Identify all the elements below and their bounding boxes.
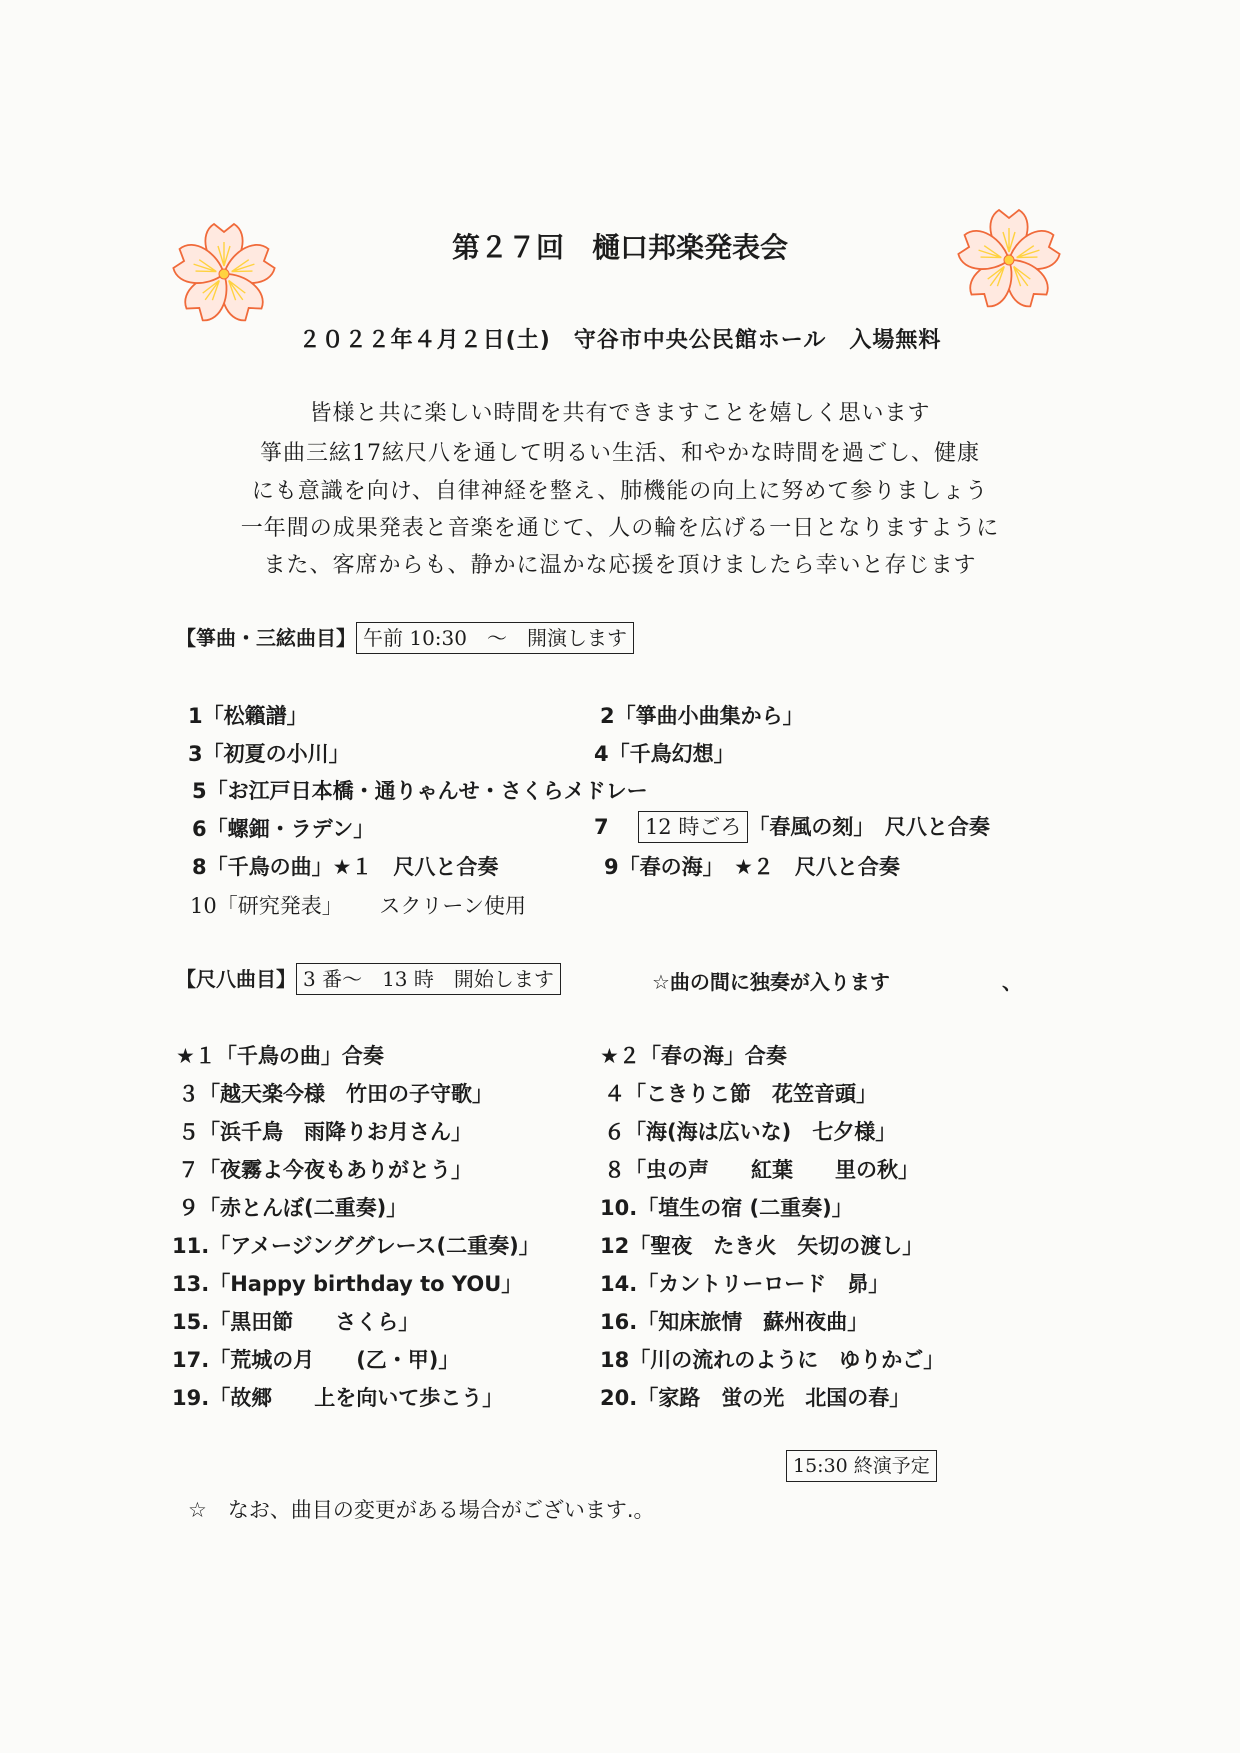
shakuhachi-item-right-1: ★２「春の海」合奏 (600, 1044, 787, 1068)
koto-section-heading (176, 622, 634, 654)
shakuhachi-item-left-9: 17.「荒城の月 (乙・甲)」 (172, 1348, 460, 1372)
shakuhachi-section-heading (176, 963, 561, 995)
shakuhachi-item-left-2: ３「越天楽今様 竹田の子守歌」 (178, 1082, 493, 1106)
shakuhachi-item-right-6: 12「聖夜 たき火 矢切の渡し」 (600, 1234, 924, 1258)
shakuhachi-item-right-3: ６「海(海は広いな) 七夕様」 (604, 1120, 897, 1144)
shakuhachi-item-left-5: ９「赤とんぼ(二重奏)」 (178, 1196, 408, 1220)
shakuhachi-item-left-1: ★１「千鳥の曲」合奏 (176, 1044, 384, 1068)
solo-note: ☆曲の間に独奏が入ります (652, 970, 890, 994)
koto-start-time-box: 午前 10:30 ～ 開演します (356, 622, 634, 654)
koto-item-4: 4「千鳥幻想」 (594, 742, 735, 766)
koto-item-10 (190, 890, 526, 920)
koto-item-2: 2「箏曲小曲集から」 (600, 704, 804, 728)
shakuhachi-start-time-box: 3 番～ 13 時 開始します (296, 963, 561, 995)
shakuhachi-item-right-2: ４「こきりこ節 花笠音頭」 (604, 1082, 877, 1106)
end-time-box (786, 1450, 937, 1482)
koto-item-5: 5「お江戸日本橋・通りゃんせ・さくらメドレー (192, 779, 648, 803)
koto-item-10-title: 10「研究発表」 (190, 894, 343, 918)
koto-heading-label: 【箏曲・三絃曲目】 (176, 626, 356, 650)
koto-item-7-time-box: 12 時ごろ (638, 811, 748, 843)
koto-item-3: 3「初夏の小川」 (188, 742, 350, 766)
shakuhachi-item-left-3: ５「浜千鳥 雨降りお月さん」 (178, 1120, 472, 1144)
greeting-line-1: 皆様と共に楽しい時間を共有できますことを嬉しく思います (309, 401, 931, 426)
shakuhachi-item-left-10: 19.「故郷 上を向いて歩こう」 (172, 1386, 504, 1410)
koto-item-10-note: スクリーン使用 (379, 894, 527, 918)
sakura-center (219, 269, 229, 279)
shakuhachi-heading-label: 【尺八曲目】 (176, 967, 296, 991)
page-title: 第２７回 樋口邦楽発表会 (451, 231, 788, 264)
koto-item-7 (594, 811, 990, 843)
stray-mark: 、 (1002, 970, 1022, 994)
shakuhachi-item-left-8: 15.「黒田節 さくら」 (172, 1310, 420, 1334)
shakuhachi-item-right-9: 18「川の流れのように ゆりかご」 (600, 1348, 945, 1372)
greeting-line-3: にも意識を向け、自律神経を整え、肺機能の向上に努めて参りましょう (251, 479, 989, 504)
shakuhachi-item-right-4: ８「虫の声 紅葉 里の秋」 (604, 1158, 919, 1182)
footer-note: ☆ なお、曲目の変更がある場合がございます.。 (188, 1498, 655, 1522)
shakuhachi-item-right-7: 14.「カントリーロード 昴」 (600, 1272, 890, 1296)
greeting-line-2: 箏曲三絃17絃尺八を通して明るい生活、和やかな時間を過ごし、健康 (260, 441, 980, 466)
shakuhachi-item-right-8: 16.「知床旅情 蘇州夜曲」 (600, 1310, 869, 1334)
koto-item-7-title: 「春風の刻」 尺八と合奏 (748, 815, 990, 839)
greeting-line-4: 一年間の成果発表と音楽を通じて、人の輪を広げる一日となりますように (240, 516, 1000, 541)
shakuhachi-item-right-5: 10.「埴生の宿 (二重奏)」 (600, 1196, 853, 1220)
end-time-label: 15:30 終演予定 (786, 1450, 937, 1482)
shakuhachi-item-left-6: 11.「アメージンググレース(二重奏)」 (172, 1234, 540, 1258)
koto-item-9: 9「春の海」 ★２ 尺八と合奏 (604, 855, 900, 879)
shakuhachi-item-left-7: 13.「Happy birthday to YOU」 (172, 1272, 523, 1296)
greeting-line-5: また、客席からも、静かに温かな応援を頂けましたら幸いと存じます (263, 553, 977, 578)
shakuhachi-item-left-4: ７「夜霧よ今夜もありがとう」 (178, 1158, 472, 1182)
koto-item-1: 1「松籟譜」 (188, 704, 308, 728)
koto-item-7-number: 7 (594, 815, 609, 839)
event-date-venue: ２０２２年４月２日(土) 守谷市中央公民館ホール 入場無料 (298, 328, 942, 353)
koto-item-8: 8「千鳥の曲」★１ 尺八と合奏 (192, 855, 499, 879)
shakuhachi-item-right-10: 20.「家路 蛍の光 北国の春」 (600, 1386, 911, 1410)
koto-item-6: 6「螺鈿・ラデン」 (192, 817, 375, 841)
